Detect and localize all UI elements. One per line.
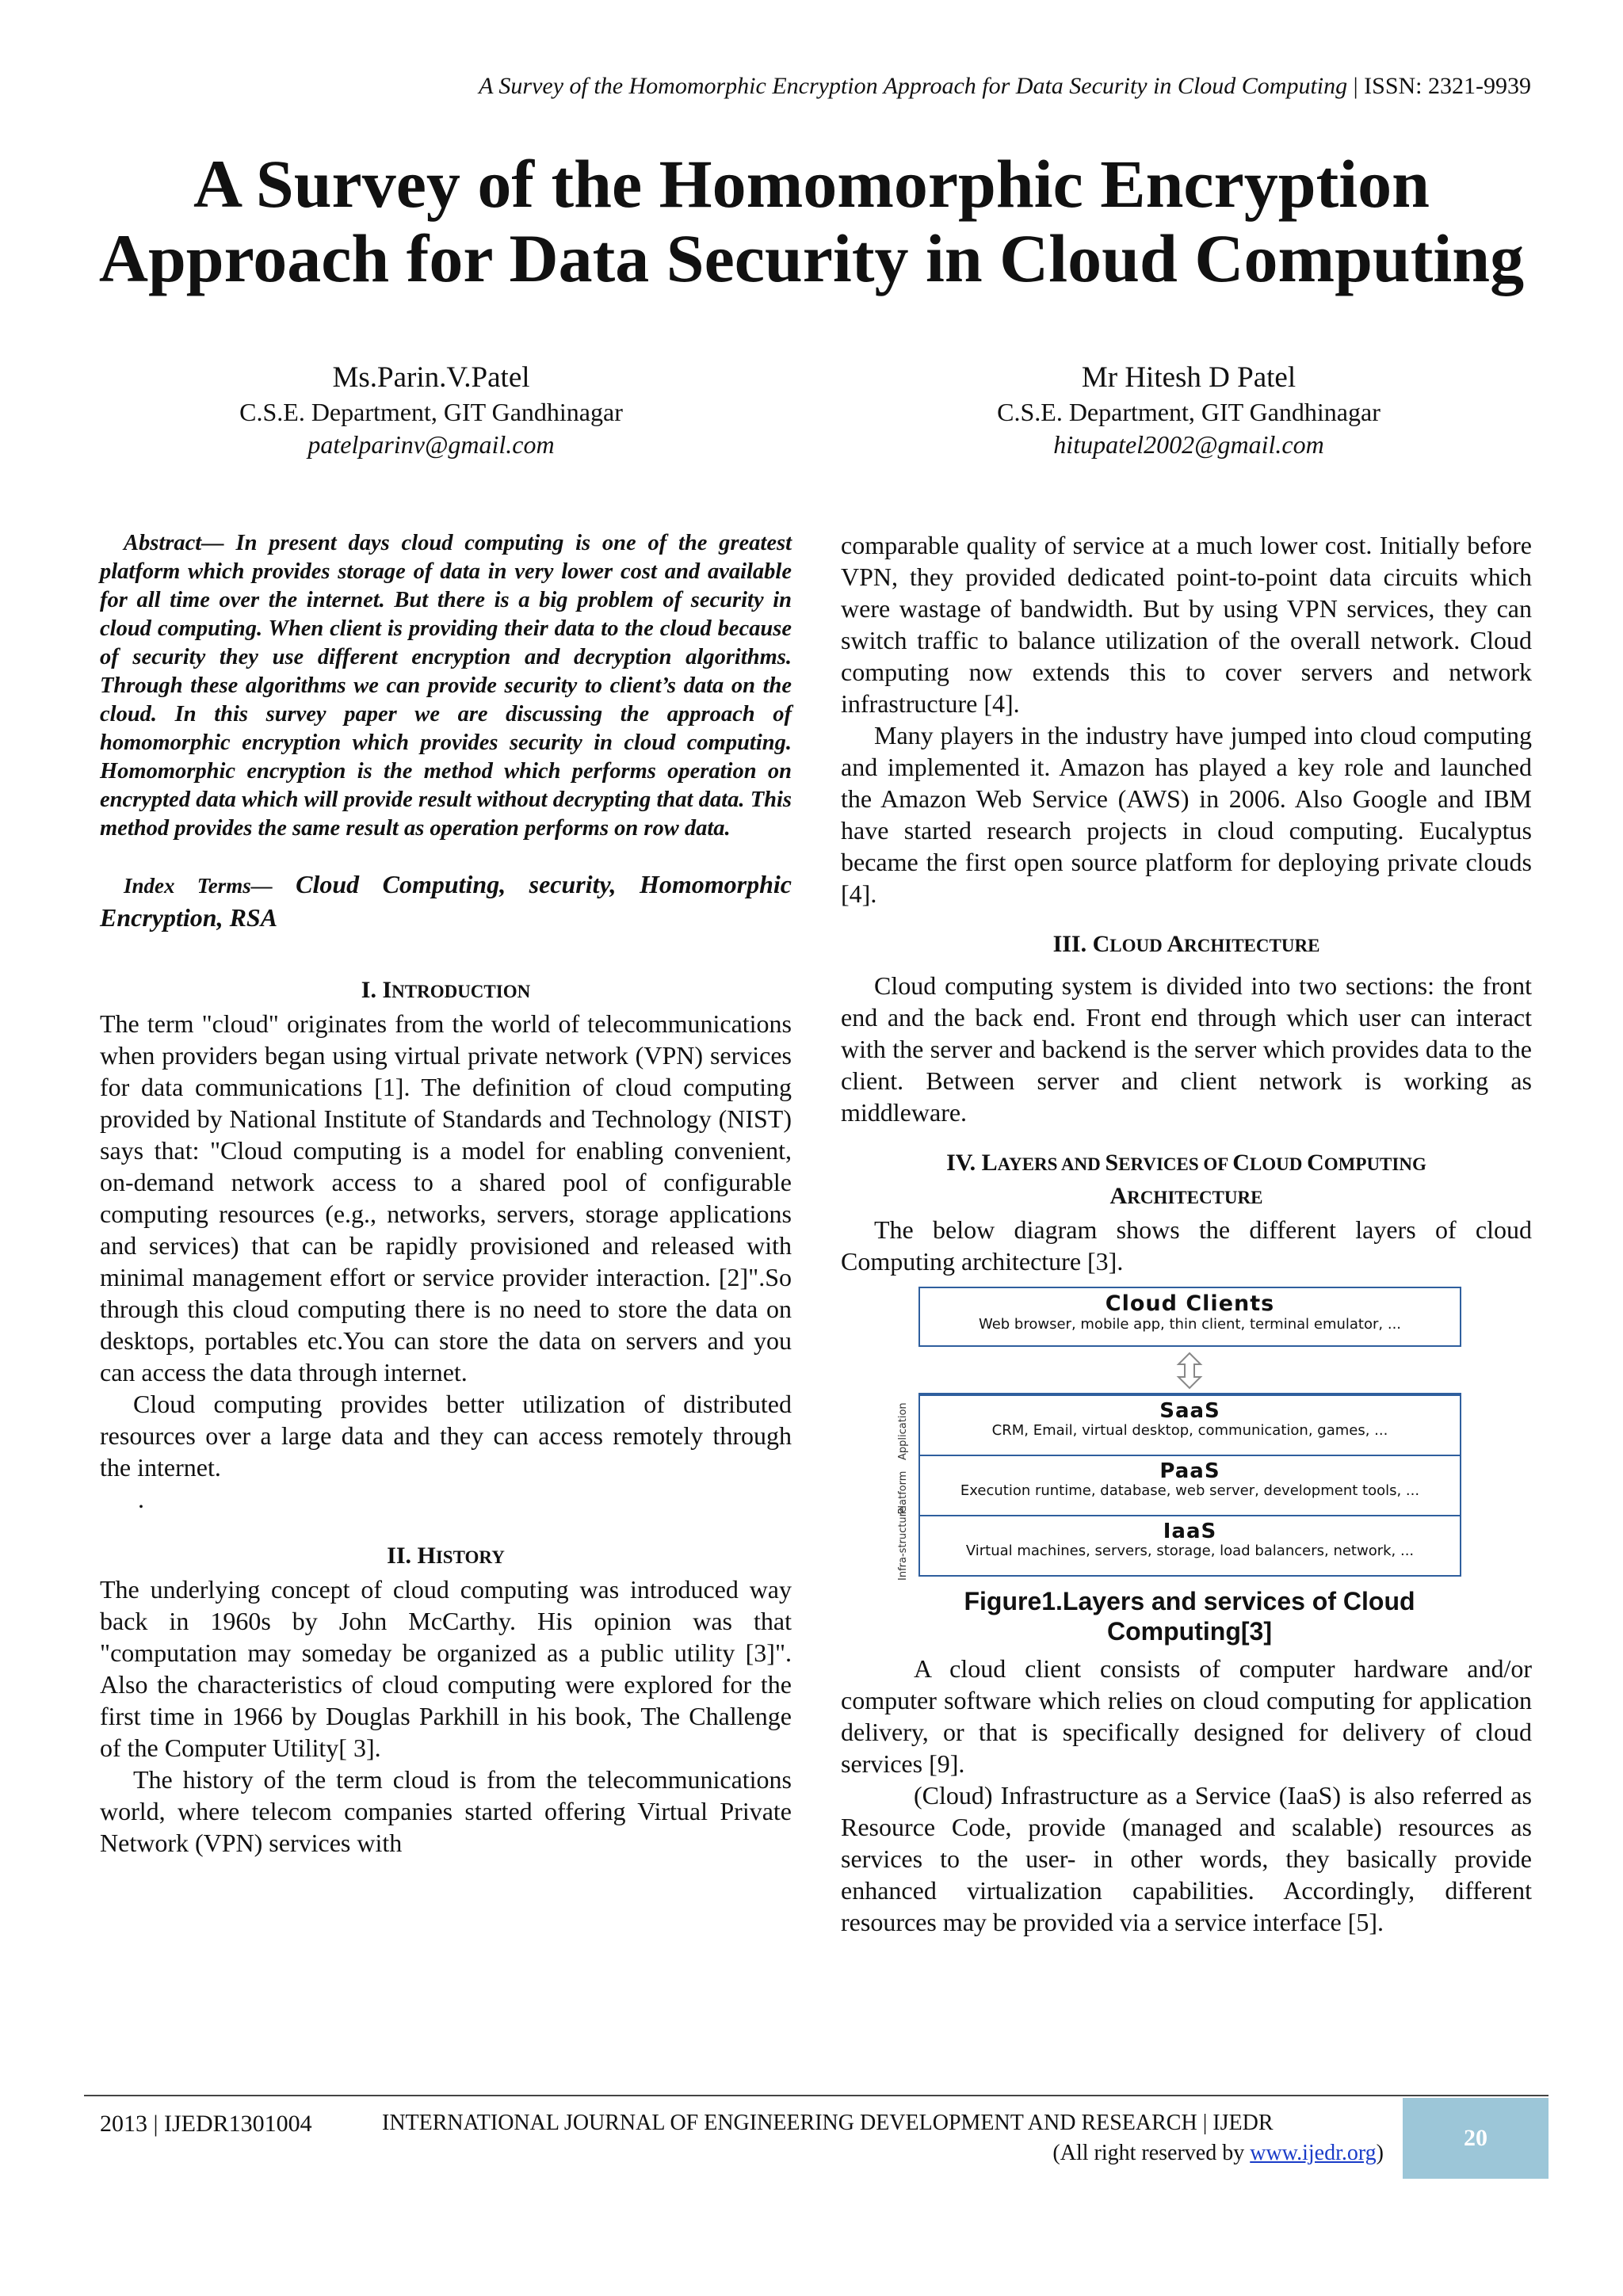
footer-rule bbox=[84, 2095, 1549, 2096]
layer-saas bbox=[920, 1394, 1460, 1455]
history-paragraph-2: The history of the term cloud is from the telecommunications world, where telecom companies started offering Virtual Private Network (VPN) services with bbox=[100, 1765, 792, 1857]
index-terms-text: Cloud Computing, security, Homomorphic Encryption, RSA bbox=[100, 870, 792, 932]
section-heading-introduction: I. INTRODUCTION bbox=[361, 977, 531, 1003]
intro-paragraph-1: The term "cloud" originates from the world of telecommunications when providers began using virtual private network (VPN) services for data communications [1]. The definition of cloud computing provided by National Institute of Standards and Technology (NIST) says that: "Cloud computing is a model for enabling convenient, on-demand network access to a shared pool of configurable computing resources (e.g., networks, servers, storage applications and services) that can be rapidly provisioned and released with minimal management effort or service provider interaction. [2]".So through this cloud computing there is no need to store the data on desktops, portables etc.You can store the data on servers and you can access the data through internet. bbox=[100, 1009, 792, 1386]
layer-paas bbox=[920, 1455, 1460, 1515]
index-terms-label: Index Terms— bbox=[124, 874, 273, 898]
abstract-text: In present days cloud computing is one of the greatest platform which provides storage of data in very lower cost and available for all time over the internet. But there is a big problem of security in cloud computing. When client is providing their data to the cloud because of security they use different encryption and decryption algorithms. Through these algorithms we can provide security to client’s data on the cloud. In this survey paper we are discussing the approach of homomorphic encryption which provides security in cloud computing. Homomorphic encryption is the method which performs operation on encrypted data which will provide result without decrypting that data. This method provides the same result as operation performs on row data. bbox=[100, 531, 792, 841]
title-line-1: A Survey of the Homomorphic Encryption bbox=[193, 146, 1430, 222]
title-line-2: Approach for Data Security in Cloud Computing bbox=[98, 220, 1525, 296]
layers-paragraph-3: (Cloud) Infrastructure as a Service (IaaS) is also referred as Resource Code, provide (managed and scalable) resources as services to the user- in other words, they basically provide enhanced virtualization capabilities. Accordingly, different resources may be provided via a service interface [5]. bbox=[841, 1781, 1532, 1936]
abstract-label: Abstract— bbox=[124, 531, 224, 555]
author-name: Ms.Parin.V.Patel bbox=[332, 361, 530, 394]
history-paragraph-3: comparable quality of service at a much lower cost. Initially before VPN, they provided dedicated point-to-point data circuits which were wastage of bandwidth. But by using VPN services, they can switch traffic to balance utilization of the overall network. Cloud computing now extends this to cover servers and network infrastructure [4]. bbox=[841, 531, 1532, 718]
layer-name: IaaS bbox=[1163, 1520, 1217, 1543]
architecture-paragraph-1: Cloud computing system is divided into two sections: the front end and the back end. Front end through which user can interact with the server and backend is the server which provides data to the client. Between server and client network is working as middleware. bbox=[841, 971, 1532, 1127]
abstract bbox=[100, 529, 792, 843]
service-layer-stack bbox=[897, 1393, 1461, 1581]
footer-issue: 2013 | IJEDR1301004 bbox=[100, 2111, 312, 2137]
author-dept: C.S.E. Department, GIT Gandhinagar bbox=[997, 398, 1381, 426]
author-email: patelparinv@gmail.com bbox=[307, 430, 555, 459]
figure-caption: Figure1.Layers and services of Cloud Computing[3] bbox=[964, 1587, 1415, 1646]
running-head bbox=[479, 73, 1531, 100]
layer-name: PaaS bbox=[1159, 1459, 1220, 1483]
layer-desc: Virtual machines, servers, storage, load balancers, network, ... bbox=[965, 1543, 1415, 1559]
cloud-clients-title: Cloud Clients bbox=[1105, 1291, 1275, 1316]
side-label-infrastructure: Infra-structure bbox=[897, 1506, 909, 1581]
cloud-layers-figure bbox=[897, 1287, 1461, 1581]
section-heading-history: II. HISTORY bbox=[387, 1543, 505, 1569]
history-paragraph-1: The underlying concept of cloud computing was introduced way back in 1960s by John McCarthy. His opinion was that "computation may someday be organized as a public utility [3]". Also the characteristics of cloud computing were explored for the first time in 1966 by Douglas Parkhill in his book, The Challenge of the Computer Utility[ 3]. bbox=[100, 1575, 792, 1762]
layer-iaas bbox=[920, 1515, 1460, 1575]
section-heading-architecture: III. CLOUD ARCHITECTURE bbox=[1052, 931, 1320, 957]
footer-journal: INTERNATIONAL JOURNAL OF ENGINEERING DEVELOPMENT AND RESEARCH | IJEDR bbox=[382, 2111, 1274, 2135]
layer-desc: CRM, Email, virtual desktop, communication, games, ... bbox=[991, 1422, 1388, 1439]
author-dept: C.S.E. Department, GIT Gandhinagar bbox=[239, 398, 623, 426]
running-head-title: A Survey of the Homomorphic Encryption Approach for Data Security in Cloud Computing bbox=[479, 73, 1348, 99]
section-heading-layers: IV. LAYERS AND SERVICES OF CLOUD COMPUTING ARCHITECTURE bbox=[946, 1150, 1426, 1209]
side-labels bbox=[893, 1394, 914, 1581]
author-block-1 bbox=[130, 360, 732, 460]
author-name: Mr Hitesh D Patel bbox=[1081, 361, 1296, 394]
author-block-2 bbox=[888, 360, 1490, 460]
left-column bbox=[100, 529, 792, 1859]
stray-dot: . bbox=[138, 1485, 144, 1513]
layer-desc: Execution runtime, database, web server, development tools, ... bbox=[960, 1482, 1420, 1499]
double-arrow-icon bbox=[918, 1347, 1461, 1393]
right-column bbox=[841, 529, 1532, 1938]
running-head-separator: | bbox=[1353, 73, 1358, 99]
layers-paragraph-2: A cloud client consists of computer hardware and/or computer software which relies on cloud computing for application delivery, or that is specifically designed for delivery of cloud services [9]. bbox=[841, 1654, 1532, 1778]
history-paragraph-4: Many players in the industry have jumped into cloud computing and implemented it. Amazon has played a key role and launched the Amazon Web Service (AWS) in 2006. Also Google and IBM have started research projects in cloud computing. Eucalyptus became the first open source platform for deploying private clouds [4]. bbox=[841, 721, 1532, 908]
footer-rights: (All right reserved by www.ijedr.org) bbox=[1052, 2141, 1384, 2165]
layers-paragraph-1: The below diagram shows the different layers of cloud Computing architecture [3]. bbox=[841, 1215, 1532, 1276]
running-head-issn: ISSN: 2321-9939 bbox=[1364, 73, 1531, 99]
paper-title bbox=[0, 147, 1623, 296]
index-terms bbox=[100, 868, 792, 933]
side-label-platform: Platform bbox=[897, 1470, 909, 1515]
layer-name: SaaS bbox=[1159, 1399, 1220, 1423]
cloud-clients-desc: Web browser, mobile app, thin client, terminal emulator, ... bbox=[978, 1316, 1402, 1333]
author-email: hitupatel2002@gmail.com bbox=[1053, 430, 1324, 459]
journal-link[interactable]: www.ijedr.org bbox=[1250, 2141, 1377, 2165]
cloud-clients-box bbox=[918, 1287, 1461, 1347]
page-number: 20 bbox=[1403, 2098, 1549, 2179]
intro-paragraph-2: Cloud computing provides better utilization of distributed resources over a large data and they can access remotely through the internet. bbox=[100, 1390, 792, 1482]
side-label-application: Application bbox=[897, 1402, 909, 1460]
